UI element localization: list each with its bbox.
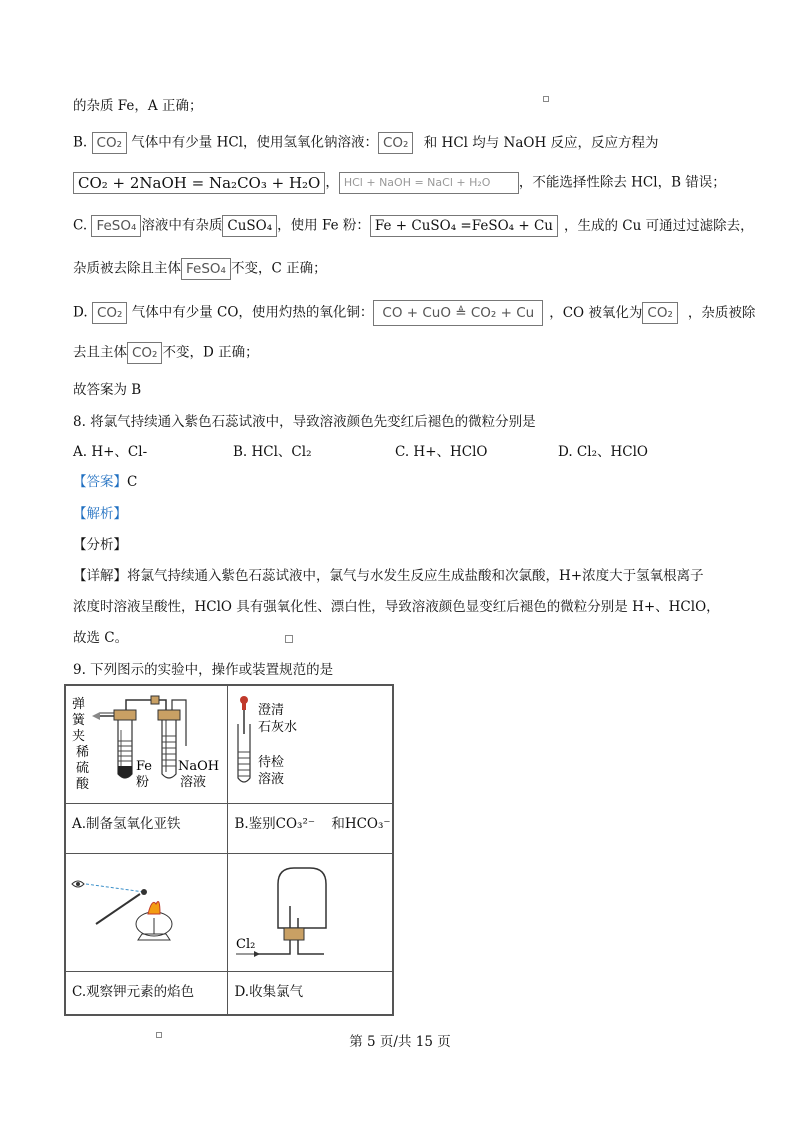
option-d-line: D. CO₂ 气体中有少量 CO，使用灼热的氧化铜： CO + CuO ≜ CO₂ + Cu ，CO 被氧化为 CO₂ ，杂质被除 xyxy=(73,300,755,326)
experiment-table xyxy=(64,684,394,1016)
svg-text:硫: 硫 xyxy=(76,761,90,776)
q8-option-d: D. Cl₂、HClO xyxy=(558,444,648,460)
caption-b: B.鉴别CO₃²⁻ 和HCO₃⁻ xyxy=(228,803,393,853)
svg-text:NaOH: NaOH xyxy=(178,759,220,774)
q8-option-c: C. H+、HClO xyxy=(395,444,488,460)
option-b-line: B. CO₂ 气体中有少量 HCl，使用氢氧化钠溶液： CO₂ 和 HCl 均与 NaOH 反应，反应方程为 xyxy=(73,132,659,154)
svg-text:Fe: Fe xyxy=(136,759,153,774)
q8-analysis-tag: 【解析】 xyxy=(73,506,127,522)
svg-text:石灰水: 石灰水 xyxy=(258,720,298,735)
formula-box: CO₂ xyxy=(642,302,677,324)
answer-line: 故答案为 B xyxy=(73,382,142,398)
formula-box: FeSO₄ xyxy=(181,258,231,280)
caption-c: C.观察钾元素的焰色 xyxy=(65,971,228,1015)
caption-a: A.制备氢氧化亚铁 xyxy=(65,803,228,853)
svg-text:夹: 夹 xyxy=(72,729,86,744)
page-footer: 第 5 页/共 15 页 xyxy=(349,1034,451,1050)
q8-detail-1: 【详解】将氯气持续通入紫色石蕊试液中，氯气与水发生反应生成盐酸和次氯酸，H+浓度大于氢氧根离子 xyxy=(73,568,704,584)
marker-dot xyxy=(543,96,549,102)
formula-box: CO₂ xyxy=(378,132,413,154)
svg-text:待检: 待检 xyxy=(258,755,285,770)
q8-answer: 【答案】C xyxy=(73,474,138,490)
svg-text:溶液: 溶液 xyxy=(180,775,207,790)
option-c-cont: 杂质被去除且主体 FeSO₄ 不变，C 正确； xyxy=(73,258,327,280)
figure-b xyxy=(228,685,393,803)
figure-a xyxy=(65,685,228,803)
q9-stem: 9. 下列图示的实验中，操作或装置规范的是 xyxy=(73,662,334,678)
q8-fenxi: 【分析】 xyxy=(73,537,127,553)
figure-c xyxy=(65,853,228,971)
formula-box: CO₂ xyxy=(92,132,127,154)
q8-detail-2: 浓度时溶液呈酸性，HClO 具有强氧化性、漂白性，导致溶液颜色显变红后褪色的微粒分别是 H+、HClO， xyxy=(73,599,720,615)
option-b-equation-line: CO₂ + 2NaOH = Na₂CO₃ + H₂O ， HCl + NaOH = NaCl + H₂O ，不能选择性除去 HCl，B 错误； xyxy=(73,172,726,194)
caption-d: D.收集氯气 xyxy=(228,971,393,1015)
svg-text:粉: 粉 xyxy=(136,775,150,790)
formula-box: CO + CuO ≜ CO₂ + Cu xyxy=(373,300,543,326)
figure-d xyxy=(228,853,393,971)
svg-text:溶液: 溶液 xyxy=(258,772,285,787)
text-line: 的杂质 Fe，A 正确； xyxy=(73,98,203,114)
svg-text:弹: 弹 xyxy=(72,697,86,712)
formula-box: CuSO₄ xyxy=(222,215,277,237)
q8-option-b: B. HCl、Cl₂ xyxy=(233,444,312,460)
formula-box: CO₂ xyxy=(92,302,127,324)
formula-box: Fe + CuSO₄ =FeSO₄ + Cu xyxy=(370,215,558,237)
svg-text:澄清: 澄清 xyxy=(258,703,285,718)
q8-option-a: A. H+、Cl- xyxy=(73,444,148,460)
formula-box: FeSO₄ xyxy=(91,215,141,237)
q8-detail-3: 故选 C。 xyxy=(73,630,129,646)
marker-dot xyxy=(285,635,293,643)
formula-box: CO₂ xyxy=(127,342,162,364)
svg-text:酸: 酸 xyxy=(76,777,90,792)
option-c-line: C. FeSO₄ 溶液中有杂质 CuSO₄ ，使用 Fe 粉： Fe + CuSO₄ =FeSO₄ + Cu ，生成的 Cu 可通过过滤除去， xyxy=(73,215,754,237)
svg-text:稀: 稀 xyxy=(76,745,90,760)
q8-stem: 8. 将氯气持续通入紫色石蕊试液中，导致溶液颜色先变红后褪色的微粒分别是 xyxy=(73,414,536,430)
formula-box: HCl + NaOH = NaCl + H₂O xyxy=(339,172,519,194)
svg-text:Cl₂: Cl₂ xyxy=(236,936,256,952)
formula-box: CO₂ + 2NaOH = Na₂CO₃ + H₂O xyxy=(73,172,325,194)
svg-text:簧: 簧 xyxy=(72,713,86,728)
option-d-cont: 去且主体 CO₂ 不变，D 正确； xyxy=(73,342,259,364)
